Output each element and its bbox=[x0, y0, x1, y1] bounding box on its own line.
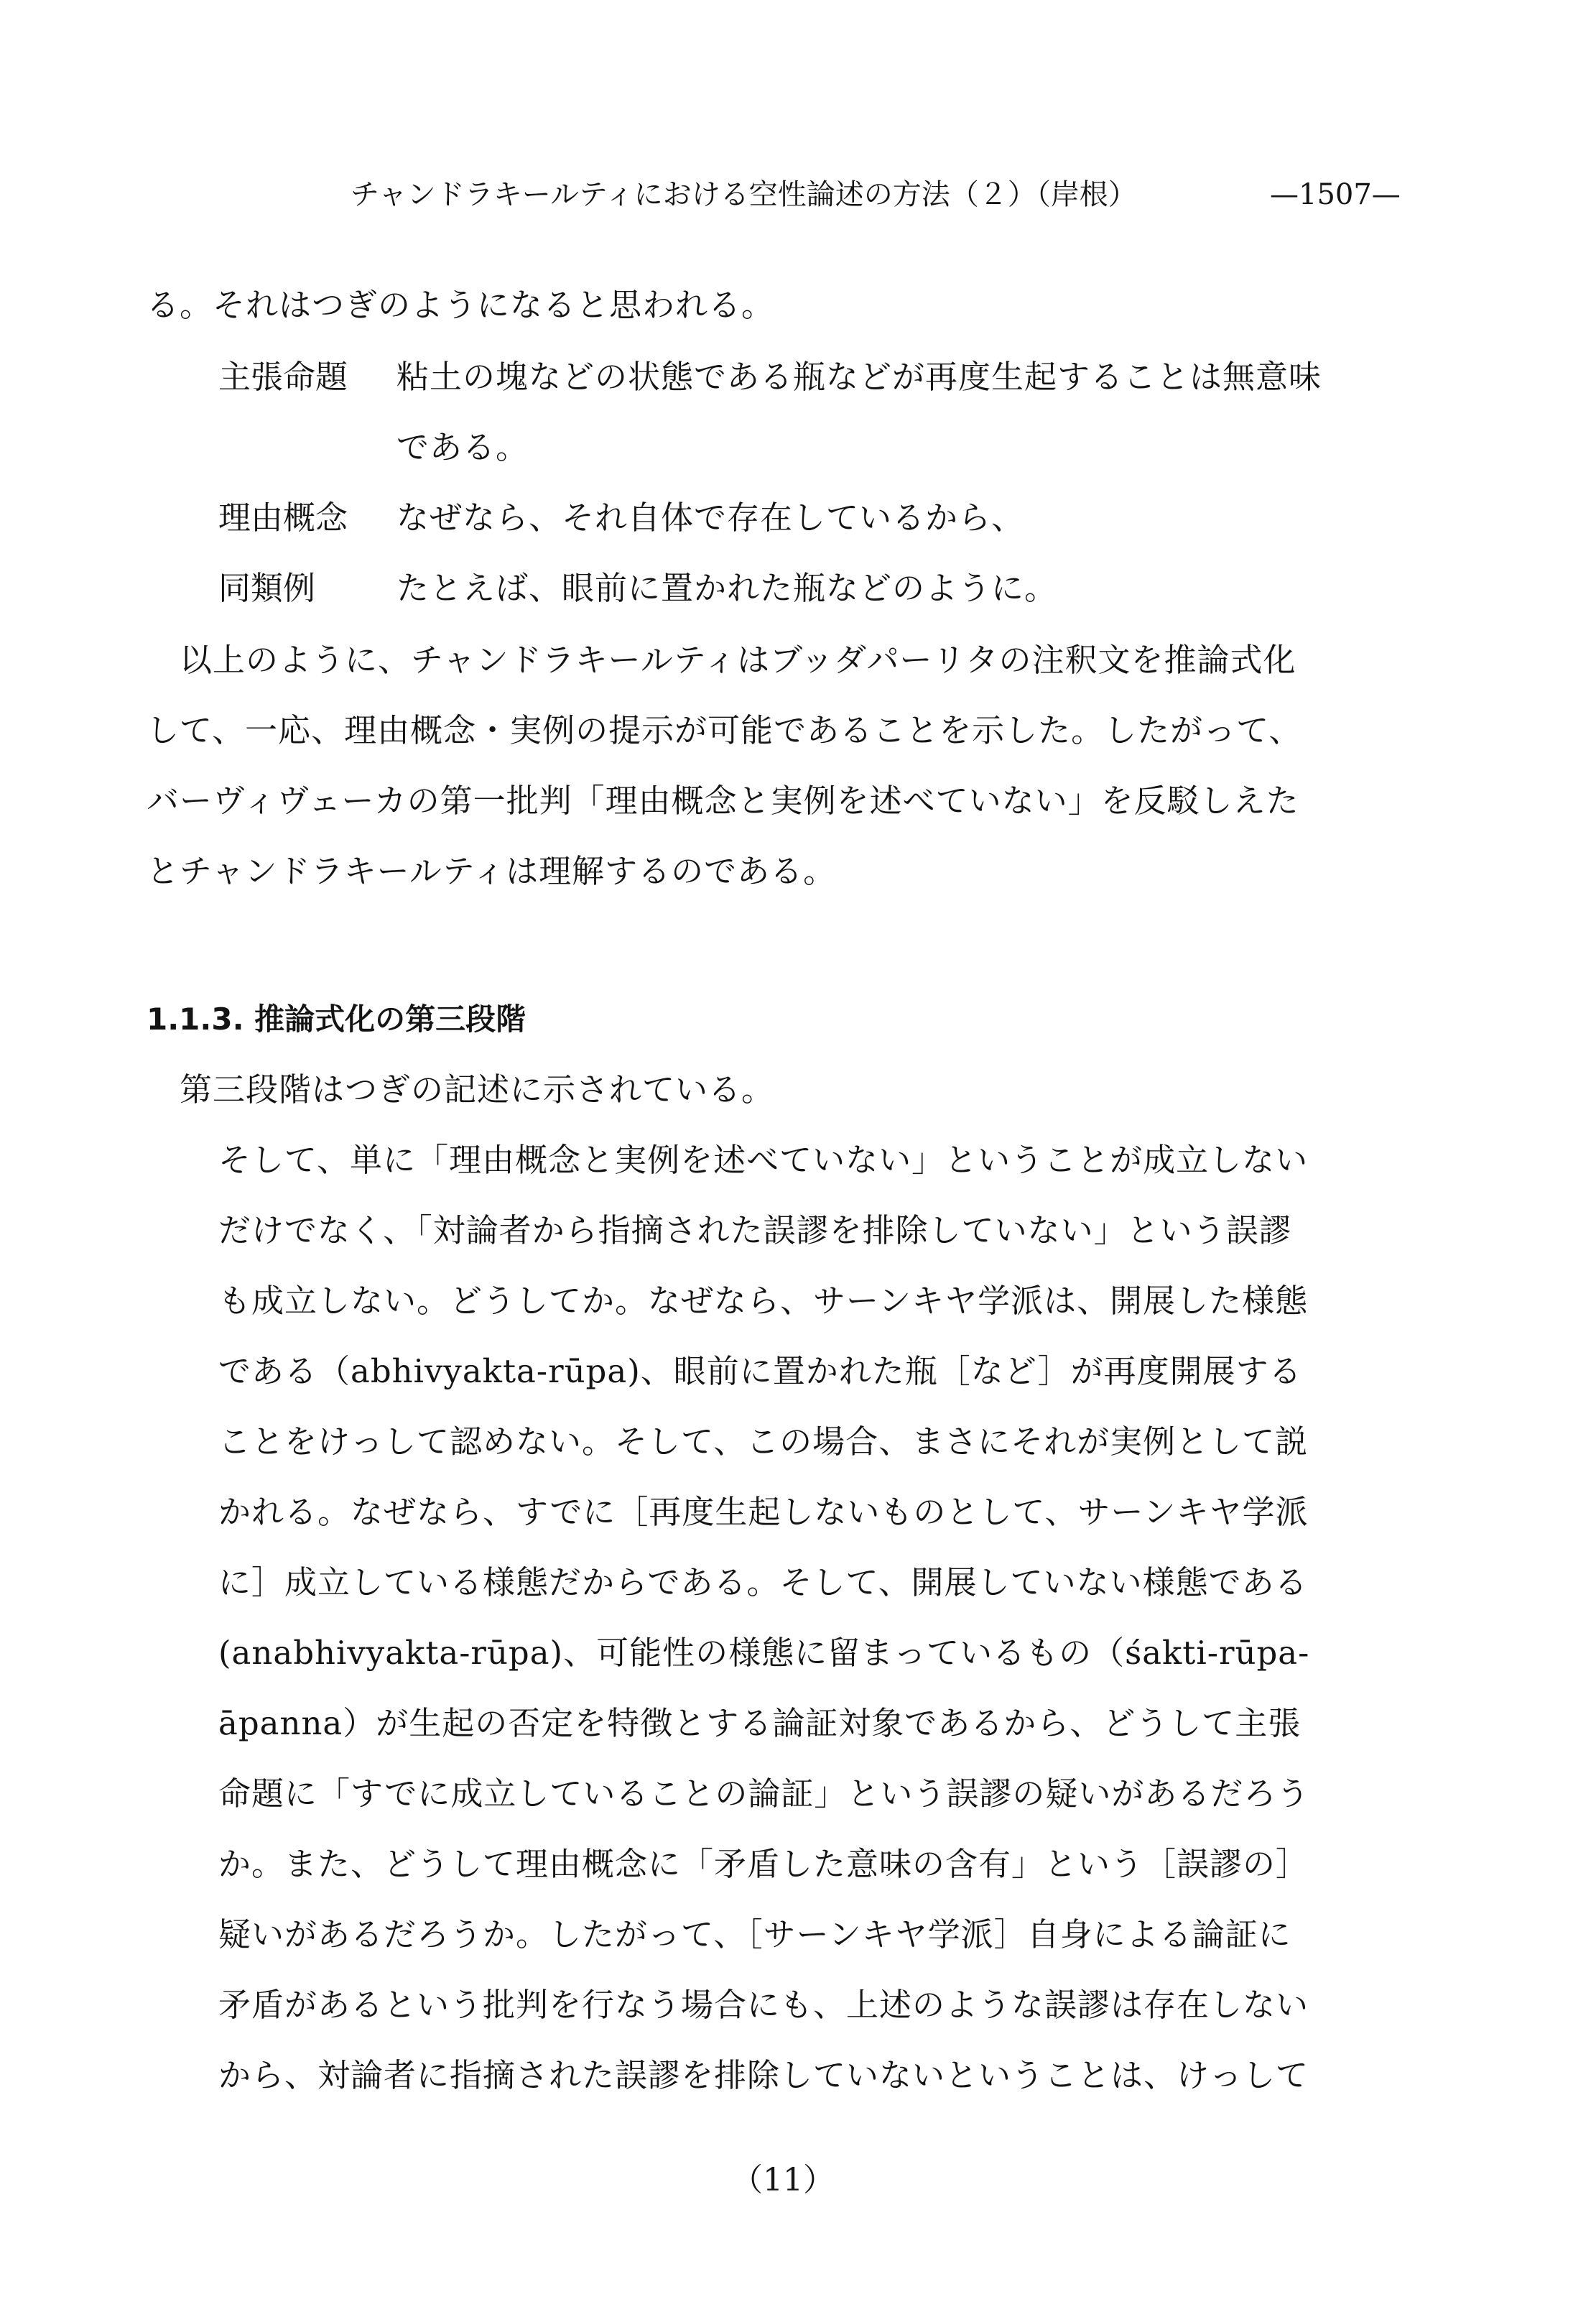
quote-line: 疑いがあるだろうか。したがって、［サーンキヤ学派］自身による論証に bbox=[218, 1915, 1291, 1953]
syllogism-label-thesis: 主張命題 bbox=[218, 358, 348, 396]
quote-line: から、対論者に指摘された誤謬を排除していないということは、けっして bbox=[218, 2056, 1309, 2094]
page-number: （11） bbox=[731, 2162, 835, 2198]
quote-line: かれる。なぜなら、すでに［再度生起しないものとして、サーンキヤ学派 bbox=[218, 1493, 1309, 1531]
quote-line: 命題に「すでに成立していることの論証」という誤謬の疑いがあるだろう bbox=[218, 1775, 1310, 1813]
paragraph-line: とチャンドラキールティは理解するのである。 bbox=[147, 852, 837, 890]
journal-page-number: —1507— bbox=[1270, 178, 1401, 211]
syllogism-label-example: 同類例 bbox=[218, 569, 316, 607]
paragraph-line: 以上のように、チャンドラキールティはブッダパーリタの注釈文を推論式化 bbox=[180, 641, 1296, 679]
quote-line: āpanna）が生起の否定を特徴とする論証対象であるから、どうして主張 bbox=[218, 1704, 1302, 1742]
running-title: チャンドラキールティにおける空性論述の方法（２）（岸根） bbox=[351, 178, 1137, 211]
running-header bbox=[351, 170, 1428, 220]
syllogism-example-line: たとえば、眼前に置かれた瓶などのように。 bbox=[396, 569, 1058, 607]
quote-line: ことをけっして認めない。そして、この場合、まさにそれが実例として説 bbox=[218, 1423, 1309, 1461]
quote-line: だけでなく、「対論者から指摘された誤謬を排除していない」という誤謬 bbox=[218, 1211, 1292, 1249]
quote-line: そして、単に「理由概念と実例を述べていない」ということが成立しない bbox=[218, 1141, 1309, 1179]
syllogism-label-reason: 理由概念 bbox=[218, 499, 348, 537]
section-intro-line: 第三段階はつぎの記述に示されている。 bbox=[180, 1070, 775, 1109]
intro-line: る。それはつぎのようになると思われる。 bbox=[147, 286, 775, 324]
quote-line: 矛盾があるという批判を行なう場合にも、上述のような誤謬は存在しない bbox=[218, 1986, 1309, 2024]
syllogism-reason-line: なぜなら、それ自体で存在しているから、 bbox=[396, 499, 1025, 537]
quote-line: も成立しない。どうしてか。なぜなら、サーンキヤ学派は、開展した様態 bbox=[218, 1282, 1309, 1320]
paragraph-line: して、一応、理由概念・実例の提示が可能であることを示した。したがって、 bbox=[147, 711, 1302, 749]
quote-line: に］成立している様態だからである。そして、開展していない様態である bbox=[218, 1563, 1308, 1601]
quote-line: か。また、どうして理由概念に「矛盾した意味の含有」という［誤謬の］ bbox=[218, 1845, 1309, 1883]
section-heading: 1.1.3. 推論式化の第三段階 bbox=[147, 1002, 526, 1037]
paragraph-line: バーヴィヴェーカの第一批判「理由概念と実例を述べていない」を反駁しえた bbox=[147, 782, 1299, 820]
quote-line: である（abhivyakta-rūpa)、眼前に置かれた瓶［など］が再度開展する bbox=[218, 1352, 1302, 1390]
syllogism-thesis-line: である。 bbox=[396, 428, 529, 466]
quote-line: (anabhivyakta-rūpa)、可能性の様態に留まっているもの（śakti-rūpa- bbox=[218, 1634, 1310, 1672]
syllogism-thesis-line: 粘土の塊などの状態である瓶などが再度生起することは無意味 bbox=[396, 358, 1322, 396]
